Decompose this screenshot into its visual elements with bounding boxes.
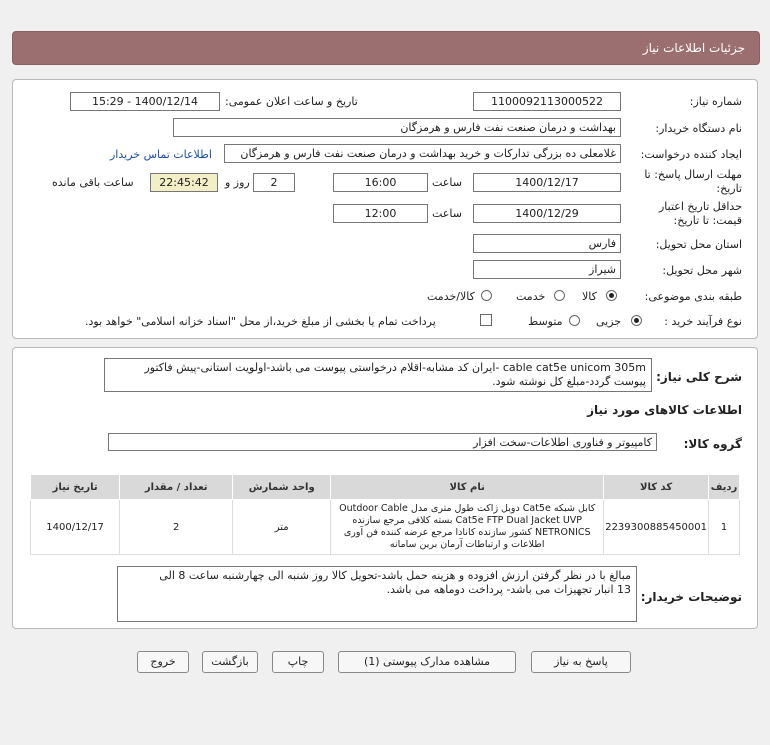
buyer-label: نام دستگاه خریدار:	[655, 122, 742, 135]
back-button[interactable]: بازگشت	[202, 651, 258, 673]
category-radio-service[interactable]	[554, 290, 565, 301]
process-option-medium: متوسط	[528, 315, 563, 328]
days-field: 2	[253, 173, 295, 192]
creator-label: ایجاد کننده درخواست:	[640, 148, 742, 161]
summary-text	[104, 358, 652, 392]
need-number-field: 1100092113000522	[473, 92, 621, 111]
goods-group-field: کامپیوتر و فناوری اطلاعات-سخت افزار	[108, 433, 657, 451]
buyer-notes-line-1: مبالغ با در نظر گرفتن ارزش افزوده و هزینه حمل باشد-تحویل کالا روز شنبه الی چهارشنبه ساعت 8 الی	[159, 569, 631, 582]
col-name: نام کالا	[331, 475, 604, 500]
row-name-line-2: Cat5e FTP Dual Jacket UVP بسته کلافی مرجع سازنده	[352, 515, 583, 526]
category-radio-goods-service[interactable]	[481, 290, 492, 301]
process-option-minor: جزیی	[596, 315, 622, 328]
remaining-label: ساعت باقی مانده	[52, 176, 134, 189]
need-number-label: شماره نیاز:	[689, 95, 742, 108]
table-row	[31, 500, 740, 555]
city-field: شیراز	[473, 260, 621, 279]
province-field: فارس	[473, 234, 621, 253]
contact-buyer-link[interactable]: اطلاعات تماس خریدار	[110, 148, 212, 161]
validity-time-label: ساعت	[432, 207, 462, 220]
creator-field: غلامعلی ده بزرگی تدارکات و خرید بهداشت و درمان صنعت نفت فارس و هرمزگان	[224, 144, 621, 163]
validity-date-field: 1400/12/29	[473, 204, 621, 223]
category-label: طبقه بندی موضوعی:	[644, 290, 742, 303]
page-header	[12, 31, 760, 65]
deadline-date-field: 1400/12/17	[473, 173, 621, 192]
col-qty: تعداد / مقدار	[120, 475, 233, 500]
summary-line-1: cable cat5e unicom 305m -ایران کد مشابه-اقلام درخواستی پیوست می باشد-اولویت استانی-پیش فاکتور	[144, 361, 646, 374]
summary-label: شرح کلی نیاز:	[656, 370, 742, 384]
buyer-notes-text	[117, 566, 637, 622]
col-code: کد کالا	[604, 475, 709, 500]
page-title: جزئیات اطلاعات نیاز	[642, 41, 745, 55]
treasury-payment-checkbox[interactable]	[480, 314, 492, 326]
row-code: 2239300885450001	[604, 500, 709, 555]
days-label: روز و	[225, 176, 250, 189]
col-row: ردیف	[709, 475, 740, 500]
deadline-label-1: مهلت ارسال پاسخ: تا	[644, 168, 742, 181]
deadline-time-field: 16:00	[333, 173, 428, 192]
row-name	[331, 500, 604, 555]
province-label: استان محل تحویل:	[655, 238, 742, 251]
process-radio-minor[interactable]	[631, 315, 642, 326]
attachments-button[interactable]: مشاهده مدارک پیوستی (1)	[338, 651, 516, 673]
print-button[interactable]: چاپ	[272, 651, 324, 673]
process-label: نوع فرآیند خرید :	[664, 315, 742, 328]
exit-button[interactable]: خروج	[137, 651, 189, 673]
validity-time-field: 12:00	[333, 204, 428, 223]
category-radio-goods[interactable]	[606, 290, 617, 301]
buyer-field: بهداشت و درمان صنعت نفت فارس و هرمزگان	[173, 118, 621, 137]
goods-group-label: گروه کالا:	[683, 437, 742, 451]
row-name-line-3: NETRONICS کشور سازنده کانادا مرجع عرضه کننده فن آوری	[343, 527, 591, 538]
deadline-time-label: ساعت	[432, 176, 462, 189]
row-name-line-4: اطلاعات و ارتباطات آرمان برین سامانه	[389, 539, 545, 550]
category-option-service: خدمت	[516, 290, 546, 303]
deadline-label-2: تاریخ:	[716, 182, 742, 195]
goods-section-title: اطلاعات کالاهای مورد نیاز	[587, 403, 742, 417]
category-option-goods-service: کالا/خدمت	[427, 290, 475, 303]
process-radio-medium[interactable]	[569, 315, 580, 326]
remaining-time-field: 22:45:42	[150, 173, 218, 192]
summary-line-2: پیوست گردد-مبلغ کل نوشته شود.	[492, 375, 646, 388]
buyer-notes-line-2: 13 انبار تجهیزات می باشد- پرداخت دوماهه می باشد.	[386, 583, 631, 596]
announce-field: 1400/12/14 - 15:29	[70, 92, 220, 111]
col-date: تاریخ نیاز	[31, 475, 120, 500]
city-label: شهر محل تحویل:	[662, 264, 742, 277]
row-qty: 2	[120, 500, 233, 555]
goods-table-header	[31, 475, 740, 500]
validity-label-1: حداقل تاریخ اعتبار	[658, 200, 742, 213]
goods-table	[30, 474, 740, 555]
row-number: 1	[709, 500, 740, 555]
validity-label-2: قیمت: تا تاریخ:	[673, 214, 742, 227]
reply-button[interactable]: پاسخ به نیاز	[531, 651, 631, 673]
category-option-goods: کالا	[582, 290, 597, 303]
row-name-line-1: کابل شبکه Cat5e دوبل ژاکت طول متری مدل Outdoor Cable	[339, 503, 596, 514]
treasury-payment-note: پرداخت تمام یا بخشی از مبلغ خرید،از محل "اسناد خزانه اسلامی" خواهد بود.	[85, 315, 436, 328]
buyer-notes-label: توضیحات خریدار:	[640, 590, 742, 604]
row-unit: متر	[233, 500, 331, 555]
col-unit: واحد شمارش	[233, 475, 331, 500]
announce-label: تاریخ و ساعت اعلان عمومی:	[225, 95, 358, 108]
row-date: 1400/12/17	[31, 500, 120, 555]
